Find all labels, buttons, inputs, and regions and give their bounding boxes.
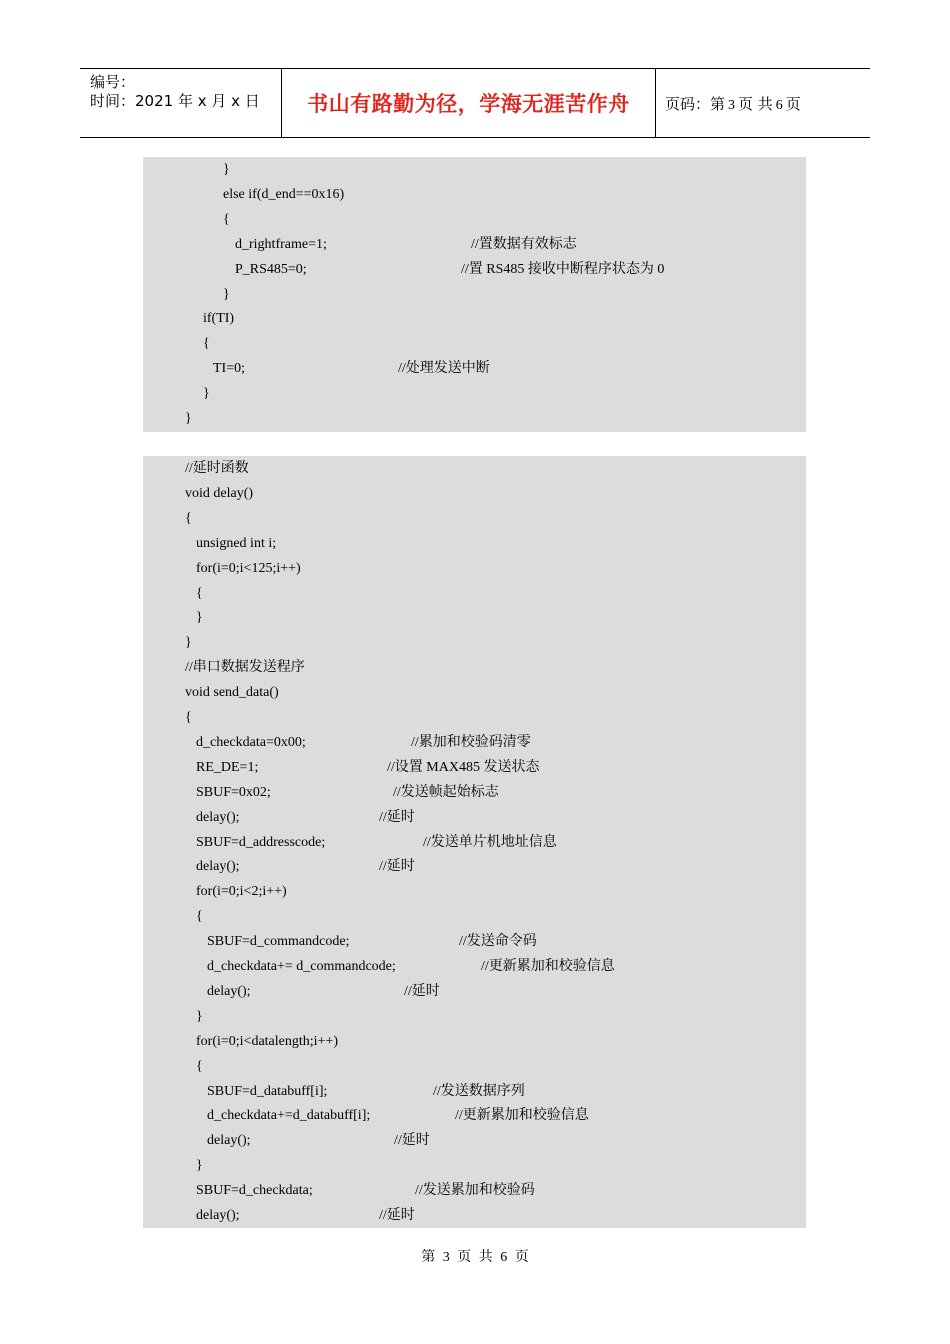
code-line	[213, 359, 490, 379]
page-prefix: 页码：第	[665, 94, 726, 113]
code-line	[196, 808, 415, 828]
code-line	[203, 384, 210, 404]
code-text: {	[196, 1058, 203, 1074]
code-text: for(i=0;i<125;i++)	[196, 560, 301, 576]
code-text: {	[185, 510, 192, 526]
page-total: 6	[775, 97, 783, 113]
code-comment: //置 RS485 接收中断程序状态为 0	[461, 261, 665, 277]
doc-number-label: 编号：	[90, 73, 136, 91]
code-line	[207, 1082, 525, 1102]
code-comment: //更新累加和校验信息	[455, 1108, 589, 1124]
header-page-cell	[655, 69, 870, 137]
code-line	[196, 1007, 203, 1027]
code-line	[185, 658, 305, 678]
code-text: d_rightframe=1;	[235, 236, 327, 252]
code-text: d_checkdata=0x00;	[196, 734, 306, 750]
code-comment: //延时	[379, 1208, 415, 1223]
code-block-send	[143, 456, 806, 1228]
code-text: P_RS485=0;	[235, 261, 307, 277]
code-text: SBUF=d_addresscode;	[196, 834, 326, 850]
code-text: }	[203, 386, 210, 402]
code-text: TI=0;	[213, 361, 245, 377]
code-line	[185, 633, 192, 653]
code-line	[196, 608, 203, 628]
code-text: delay();	[196, 809, 240, 825]
code-text: {	[196, 585, 203, 601]
doc-date-label: 时间：2021 年 x 月 x 日	[90, 92, 260, 110]
code-comment: //累加和校验码清零	[411, 734, 531, 750]
code-text: d_checkdata+= d_commandcode;	[207, 959, 396, 974]
code-comment: //延时	[394, 1133, 430, 1149]
code-line	[223, 210, 230, 230]
code-text: }	[196, 1158, 203, 1174]
code-comment: //发送数据序列	[433, 1083, 525, 1099]
code-line	[185, 484, 253, 504]
code-line	[207, 982, 440, 1002]
code-text: }	[185, 411, 192, 426]
code-text: }	[223, 162, 230, 177]
code-line	[185, 459, 249, 479]
code-line	[196, 584, 203, 604]
code-text: {	[203, 336, 210, 352]
code-text: SBUF=d_databuff[i];	[207, 1083, 328, 1099]
page-suffix: 页	[785, 94, 801, 113]
code-text: else if(d_end==0x16)	[223, 186, 345, 202]
code-text: if(TI)	[203, 311, 235, 327]
code-line	[223, 185, 344, 205]
code-text: delay();	[207, 983, 251, 999]
code-comment: //延时	[404, 983, 440, 999]
code-comment: //设置 MAX485 发送状态	[387, 759, 540, 775]
code-line	[196, 857, 415, 877]
code-text: delay();	[196, 1208, 240, 1223]
code-text: }	[196, 1008, 203, 1024]
code-text: void delay()	[185, 485, 254, 501]
code-text: void send_data()	[185, 685, 279, 701]
code-text: for(i=0;i<datalength;i++)	[196, 1033, 338, 1049]
code-line	[196, 534, 276, 554]
header-meta	[80, 69, 281, 137]
code-line	[196, 1032, 338, 1052]
code-line	[223, 160, 230, 180]
code-comment: //延时	[379, 859, 415, 875]
header-motto: 书山有路勤为径，学海无涯苦作舟	[307, 92, 630, 116]
code-text: {	[185, 710, 192, 725]
code-line	[196, 1181, 535, 1201]
code-text: }	[223, 286, 230, 302]
code-line	[235, 235, 577, 255]
code-line	[207, 932, 537, 952]
code-comment: //发送帧起始标志	[393, 784, 499, 800]
code-line	[207, 1131, 430, 1151]
code-line	[196, 1206, 415, 1226]
code-comment: //发送命令码	[459, 934, 537, 950]
code-line	[185, 683, 279, 703]
code-text: //串口数据发送程序	[185, 660, 305, 676]
code-line	[185, 409, 192, 429]
code-comment: //置数据有效标志	[471, 236, 577, 252]
code-line	[207, 957, 615, 977]
page-current: 3	[728, 97, 736, 113]
code-line	[196, 1156, 203, 1176]
page-header	[80, 68, 870, 138]
code-line	[196, 882, 287, 902]
code-text: for(i=0;i<2;i++)	[196, 884, 287, 900]
code-line	[196, 758, 540, 778]
code-line	[203, 309, 234, 329]
page-footer: 第 3 页 共 6 页	[421, 1250, 529, 1265]
code-comment: //发送累加和校验码	[415, 1183, 535, 1199]
code-line	[207, 1106, 589, 1126]
code-text: SBUF=d_commandcode;	[207, 934, 350, 950]
code-text: RE_DE=1;	[196, 759, 259, 775]
code-text: SBUF=d_checkdata;	[196, 1183, 313, 1199]
code-text: //延时函数	[185, 461, 249, 476]
code-line	[196, 783, 499, 803]
code-text: {	[223, 211, 230, 227]
code-line	[196, 733, 531, 753]
code-line	[235, 260, 665, 280]
code-text: SBUF=0x02;	[196, 784, 271, 800]
code-text: delay();	[196, 859, 240, 875]
code-text: unsigned int i;	[196, 535, 277, 551]
code-text: }	[196, 610, 203, 626]
code-comment: //延时	[379, 809, 415, 825]
header-motto-cell	[281, 69, 656, 137]
page-mid: 页 共	[738, 94, 773, 113]
code-comment: //更新累加和校验信息	[481, 959, 615, 974]
code-line	[223, 285, 230, 305]
code-line	[185, 708, 192, 728]
code-line	[196, 907, 203, 927]
code-text: d_checkdata+=d_databuff[i];	[207, 1108, 371, 1124]
code-line	[196, 1057, 203, 1077]
code-text: {	[196, 909, 203, 925]
code-block-interrupt	[143, 157, 806, 432]
code-line	[196, 559, 301, 579]
code-line	[203, 334, 210, 354]
code-text: }	[185, 635, 192, 651]
code-comment: //发送单片机地址信息	[423, 834, 557, 850]
code-text: delay();	[207, 1133, 251, 1149]
code-line	[196, 833, 557, 853]
header-page-info	[655, 93, 801, 114]
code-line	[185, 509, 192, 529]
code-comment: //处理发送中断	[398, 361, 490, 377]
